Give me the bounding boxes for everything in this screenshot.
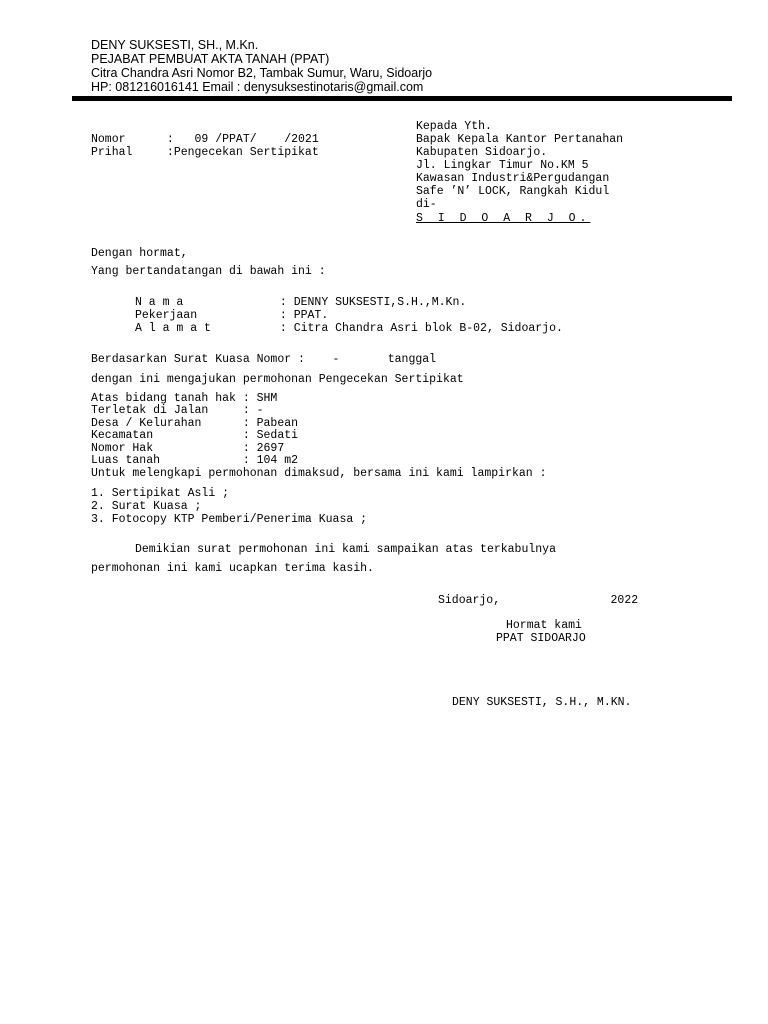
lampiran-intro: Untuk melengkapi permohonan dimaksud, bersama ini kami lampirkan :	[91, 467, 547, 480]
greeting: Dengan hormat,	[91, 247, 188, 260]
lampiran-item-1: 1. Sertipikat Asli ;	[91, 487, 230, 500]
recipient-line-4: Jl. Lingkar Timur No.KM 5	[416, 159, 589, 172]
signature-regards: Hormat kami	[506, 619, 582, 632]
intro-text: Yang bertandatangan di bawah ini :	[91, 265, 326, 278]
letterhead-name: DENY SUKSESTI, SH., M.Kn.	[91, 38, 259, 52]
letterhead-contact: HP: 081216016141 Email : denysuksestinotaris@gmail.com	[91, 80, 424, 94]
lampiran-item-2: 2. Surat Kuasa ;	[91, 500, 202, 513]
permohonan-line: dengan ini mengajukan permohonan Pengecekan Sertipikat	[91, 373, 464, 386]
closing-line-2: permohonan ini kami ucapkan terima kasih.	[91, 562, 374, 575]
recipient-city: S I D O A R J O.	[416, 212, 591, 225]
detail-hak: Atas bidang tanah hak : SHM	[91, 392, 278, 405]
closing-line-1: Demikian surat permohonan ini kami sampaikan atas terkabulnya	[135, 543, 556, 556]
recipient-line-3: Kabupaten Sidoarjo.	[416, 146, 548, 159]
letterhead-divider	[72, 96, 732, 101]
detail-desa: Desa / Kelurahan : Pabean	[91, 417, 299, 430]
reference-prihal: Prihal :Pengecekan Sertipikat	[91, 146, 319, 159]
recipient-line-2: Bapak Kepala Kantor Pertanahan	[416, 133, 624, 146]
signature-place-date: Sidoarjo, 2022	[438, 594, 639, 607]
detail-kecamatan: Kecamatan : Sedati	[91, 429, 299, 442]
letterhead-title: PEJABAT PEMBUAT AKTA TANAH (PPAT)	[91, 52, 330, 66]
detail-luas: Luas tanah : 104 m2	[91, 454, 299, 467]
letterhead-address: Citra Chandra Asri Nomor B2, Tambak Sumur, Waru, Sidoarjo	[91, 66, 433, 80]
kuasa-line: Berdasarkan Surat Kuasa Nomor : - tanggal	[91, 353, 437, 366]
lampiran-item-3: 3. Fotocopy KTP Pemberi/Penerima Kuasa ;	[91, 513, 368, 526]
signer-alamat: A l a m a t : Citra Chandra Asri blok B-02, Sidoarjo.	[135, 322, 563, 335]
reference-nomor: Nomor : 09 /PPAT/ /2021	[91, 133, 319, 146]
detail-jalan: Terletak di Jalan : -	[91, 404, 264, 417]
recipient-line-5: Kawasan Industri&Pergudangan	[416, 172, 610, 185]
signature-name: DENY SUKSESTI, S.H., M.KN.	[452, 696, 632, 709]
recipient-line-7: di-	[416, 198, 437, 211]
detail-nomor-hak: Nomor Hak : 2697	[91, 442, 285, 455]
signer-nama: N a m a : DENNY SUKSESTI,S.H.,M.Kn.	[135, 296, 467, 309]
recipient-line-6: Safe ’N’ LOCK, Rangkah Kidul	[416, 185, 610, 198]
recipient-line-1: Kepada Yth.	[416, 120, 492, 133]
signature-office: PPAT SIDOARJO	[496, 632, 586, 645]
signer-pekerjaan: Pekerjaan : PPAT.	[135, 309, 329, 322]
